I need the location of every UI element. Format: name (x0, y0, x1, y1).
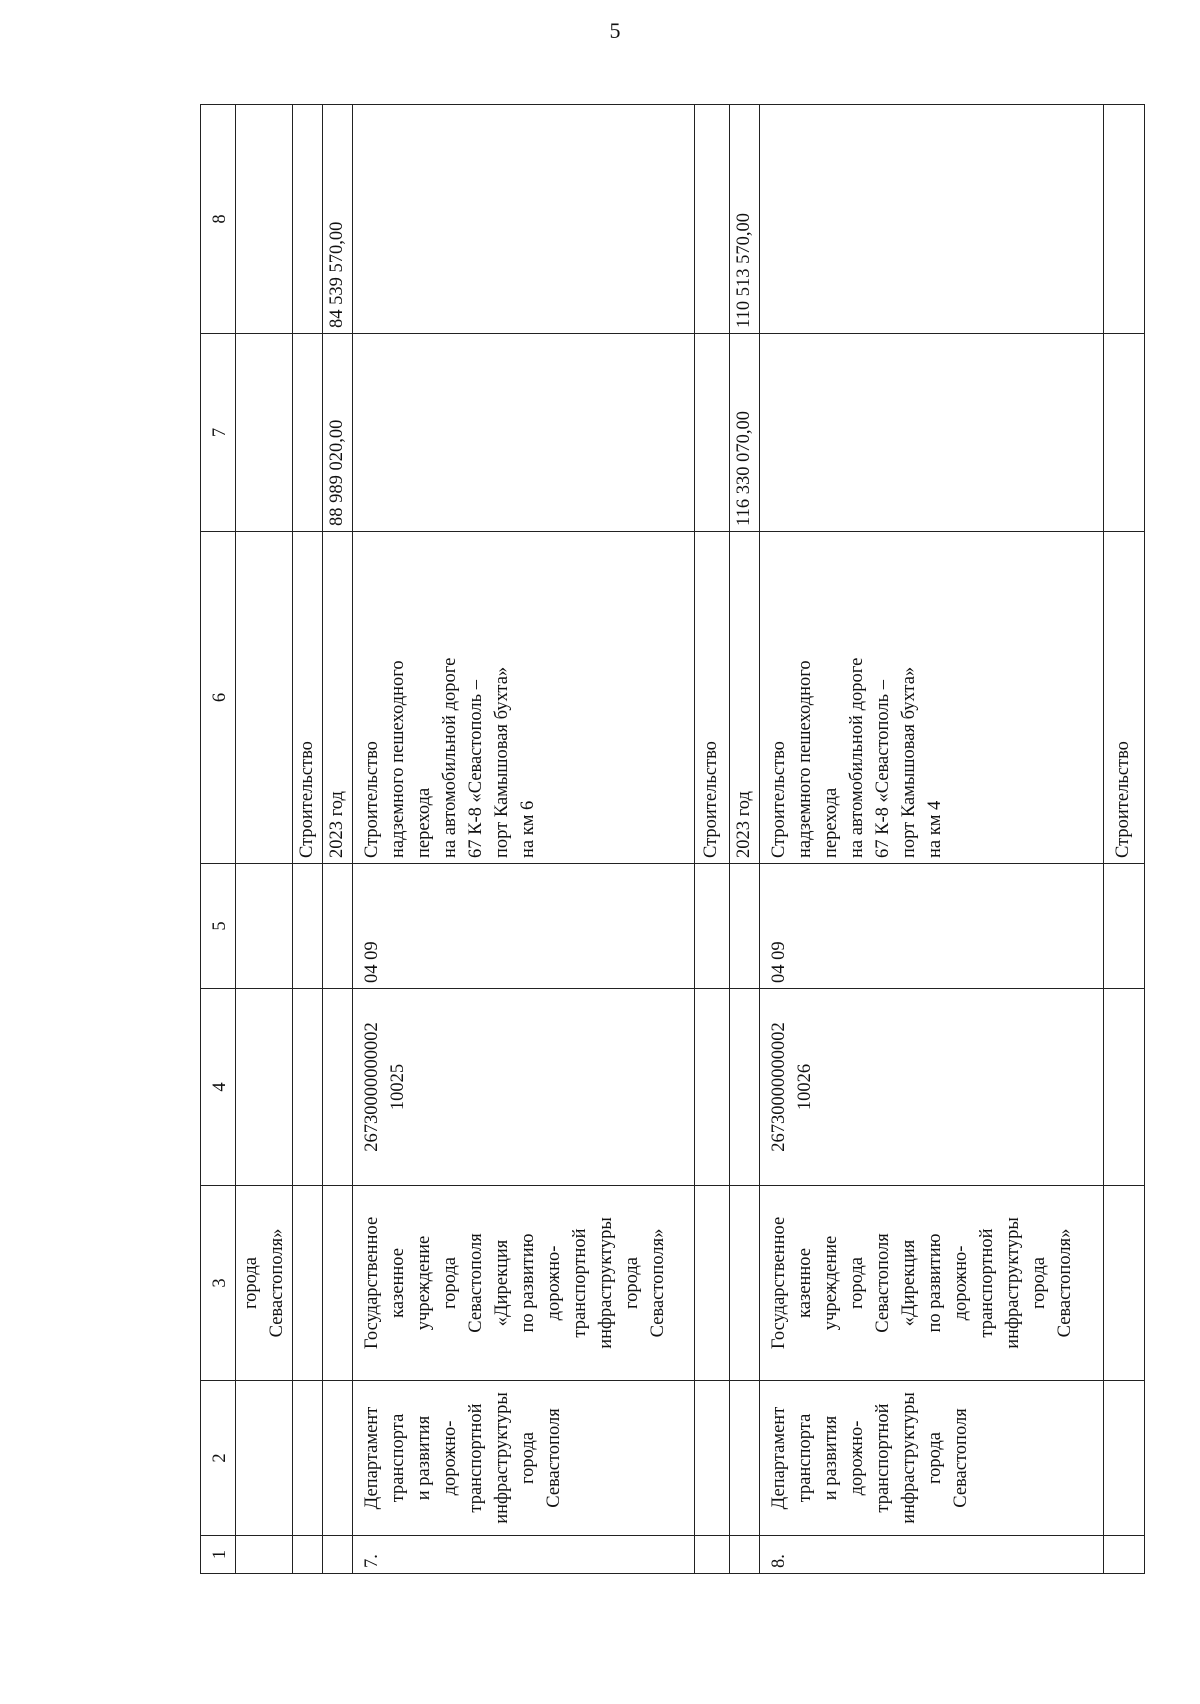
cell-department (323, 1381, 352, 1536)
cell-institution (293, 1186, 322, 1381)
header-col-4: 4 (201, 989, 235, 1186)
cell-num (293, 1536, 322, 1574)
cell-code: 26730000000002 10025 (353, 989, 694, 1186)
cell-num (236, 1536, 292, 1574)
cell-object: Строительство (293, 532, 322, 864)
header-col-2: 2 (201, 1381, 235, 1536)
cell-amount-8 (353, 104, 694, 334)
cell-object: Строительство надземного пешеходного перехода на автомобильной дороге 67 К-8 «Севастополь – порт Камышовая бухта» на км 6 (353, 532, 694, 864)
cell-department (695, 1381, 729, 1536)
cell-amount-8: 110 513 570,00 (730, 104, 759, 334)
header-col-1: 1 (201, 1536, 235, 1574)
cell-institution: Государственное казенное учреждение города Севастополя «Дирекция по развитию дорожно- транспортной инфраструктуры города Севастополя» (760, 1186, 1103, 1381)
table-row-item-7 (352, 104, 694, 1574)
cell-section (730, 864, 759, 989)
cell-section (236, 864, 292, 989)
cell-amount-7 (353, 334, 694, 532)
cell-institution: города Севастополя» (236, 1186, 292, 1381)
cell-amount-7 (236, 334, 292, 532)
table-row-subheader (292, 104, 322, 1574)
cell-section (293, 864, 322, 989)
cell-section (1104, 864, 1144, 989)
cell-code (730, 989, 759, 1186)
cell-department: Департамент транспорта и развития дорожно- транспортной инфраструктуры города Севастополя (353, 1381, 694, 1536)
cell-amount-8 (293, 104, 322, 334)
table-row-year (729, 104, 759, 1574)
cell-code: 26730000000002 10026 (760, 989, 1103, 1186)
header-col-5: 5 (201, 864, 235, 989)
cell-amount-8 (695, 104, 729, 334)
cell-amount-7: 116 330 070,00 (730, 334, 759, 532)
cell-object (236, 532, 292, 864)
cell-institution (730, 1186, 759, 1381)
cell-code (323, 989, 352, 1186)
cell-amount-7: 88 989 020,00 (323, 334, 352, 532)
table-row-subheader (694, 104, 729, 1574)
cell-department (730, 1381, 759, 1536)
cell-amount-7 (695, 334, 729, 532)
cell-code (293, 989, 322, 1186)
page-number: 5 (609, 18, 621, 43)
cell-code (1104, 989, 1144, 1186)
cell-institution (323, 1186, 352, 1381)
header-col-8: 8 (201, 104, 235, 334)
cell-object: 2023 год (323, 532, 352, 864)
cell-section: 04 09 (760, 864, 1103, 989)
cell-section (323, 864, 352, 989)
cell-department: Департамент транспорта и развития дорожно- транспортной инфраструктуры города Севастополя (760, 1381, 1103, 1536)
header-col-3: 3 (201, 1186, 235, 1381)
cell-section (695, 864, 729, 989)
cell-code (236, 989, 292, 1186)
cell-institution (695, 1186, 729, 1381)
cell-num: 7. (353, 1536, 694, 1574)
cell-object: Строительство (695, 532, 729, 864)
budget-table (200, 104, 1145, 1574)
cell-num: 8. (760, 1536, 1103, 1574)
cell-num (1104, 1536, 1144, 1574)
cell-department (1104, 1381, 1144, 1536)
cell-amount-8: 84 539 570,00 (323, 104, 352, 334)
cell-department (236, 1381, 292, 1536)
cell-amount-8 (760, 104, 1103, 334)
table-row-item-8 (759, 104, 1103, 1574)
header-col-6: 6 (201, 532, 235, 864)
table-header-row (200, 104, 235, 1574)
cell-num (695, 1536, 729, 1574)
cell-amount-7 (293, 334, 322, 532)
cell-institution: Государственное казенное учреждение города Севастополя «Дирекция по развитию дорожно- транспортной инфраструктуры города Севастополя» (353, 1186, 694, 1381)
cell-department (293, 1381, 322, 1536)
cell-amount-8 (236, 104, 292, 334)
cell-object: 2023 год (730, 532, 759, 864)
table-row-continuation (235, 104, 292, 1574)
table-row-year (322, 104, 352, 1574)
cell-num (730, 1536, 759, 1574)
cell-amount-8 (1104, 104, 1144, 334)
cell-num (323, 1536, 352, 1574)
cell-amount-7 (760, 334, 1103, 532)
header-col-7: 7 (201, 334, 235, 532)
cell-section: 04 09 (353, 864, 694, 989)
cell-code (695, 989, 729, 1186)
cell-object: Строительство (1104, 532, 1144, 864)
cell-institution (1104, 1186, 1144, 1381)
table-row-subheader (1103, 104, 1145, 1574)
cell-amount-7 (1104, 334, 1144, 532)
cell-object: Строительство надземного пешеходного перехода на автомобильной дороге 67 К-8 «Севастополь – порт Камышовая бухта» на км 4 (760, 532, 1103, 864)
